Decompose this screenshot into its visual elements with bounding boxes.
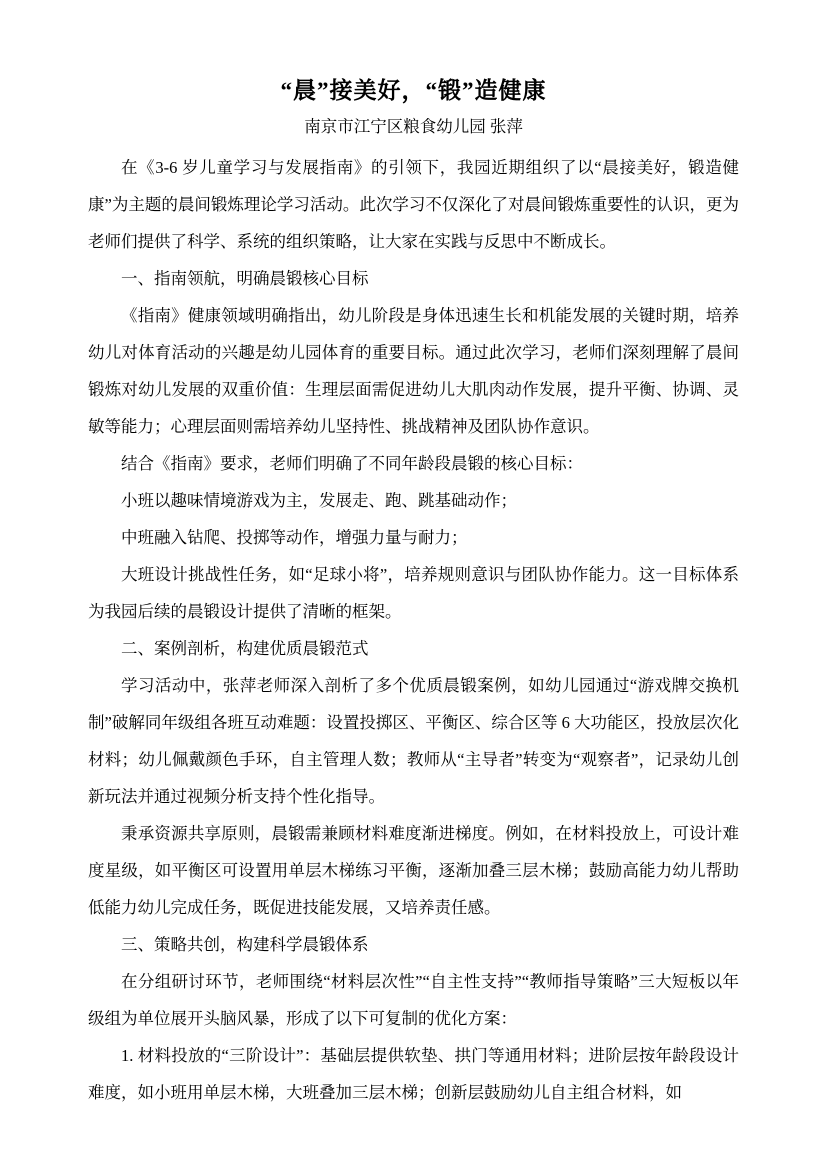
paragraph: 1. 材料投放的“三阶设计”：基础层提供软垫、拱门等通用材料；进阶层按年龄段设计难度，如小班用单层木梯，大班叠加三层木梯；创新层鼓励幼儿自主组合材料，如 — [88, 1046, 739, 1102]
document-title: “晨”接美好，“锻”造健康 — [280, 78, 547, 103]
paragraph: 在《3-6 岁儿童学习与发展指南》的引领下，我园近期组织了以“晨接美好，锻造健康”为主题的晨间锻炼理论学习活动。此次学习不仅深化了对晨间锻炼重要性的认识，更为老师们提供了科学、系统的组织策略，让大家在实践与反思中不断成长。 — [88, 158, 739, 251]
paragraph: 秉承资源共享原则，晨锻需兼顾材料难度渐进梯度。例如，在材料投放上，可设计难度星级，如平衡区可设置用单层木梯练习平衡，逐渐加叠三层木梯；鼓励高能力幼儿帮助低能力幼儿完成任务，既促进技能发展，又培养责任感。 — [88, 824, 739, 917]
paragraph: 大班设计挑战性任务，如“足球小将”，培养规则意识与团队协作能力。这一目标体系为我园后续的晨锻设计提供了清晰的框架。 — [88, 565, 739, 621]
document-byline: 南京市江宁区粮食幼儿园 张萍 — [304, 117, 523, 136]
document-body — [88, 149, 739, 1111]
paragraph: 《指南》健康领域明确指出，幼儿阶段是身体迅速生长和机能发展的关键时期，培养幼儿对体育活动的兴趣是幼儿园体育的重要目标。通过此次学习，老师们深刻理解了晨间锻炼对幼儿发展的双重价值：生理层面需促进幼儿大肌肉动作发展，提升平衡、协调、灵敏等能力；心理层面则需培养幼儿坚持性、挑战精神及团队协作意识。 — [88, 306, 739, 436]
section-heading: 三、策略共创，构建科学晨锻体系 — [121, 935, 369, 954]
section-heading: 一、指南领航，明确晨锻核心目标 — [121, 269, 369, 288]
paragraph: 在分组研讨环节，老师围绕“材料层次性”“自主性支持”“教师指导策略”三大短板以年级组为单位展开头脑风暴，形成了以下可复制的优化方案： — [88, 972, 739, 1028]
paragraph: 中班融入钻爬、投掷等动作，增强力量与耐力； — [121, 528, 468, 547]
paragraph: 结合《指南》要求，老师们明确了不同年龄段晨锻的核心目标： — [121, 454, 583, 473]
paragraph: 小班以趣味情境游戏为主，发展走、跑、跳基础动作； — [121, 491, 517, 510]
section-heading: 二、案例剖析，构建优质晨锻范式 — [121, 639, 369, 658]
paragraph: 学习活动中，张萍老师深入剖析了多个优质晨锻案例，如幼儿园通过“游戏牌交换机制”破解同年级组各班互动难题：设置投掷区、平衡区、综合区等 6 大功能区，投放层次化材料；幼儿佩戴颜色手环，自主管理人数；教师从“主导者”转变为“观察者”，记录幼儿创新玩法并通过视频分析支持个性化指导。 — [88, 676, 739, 806]
